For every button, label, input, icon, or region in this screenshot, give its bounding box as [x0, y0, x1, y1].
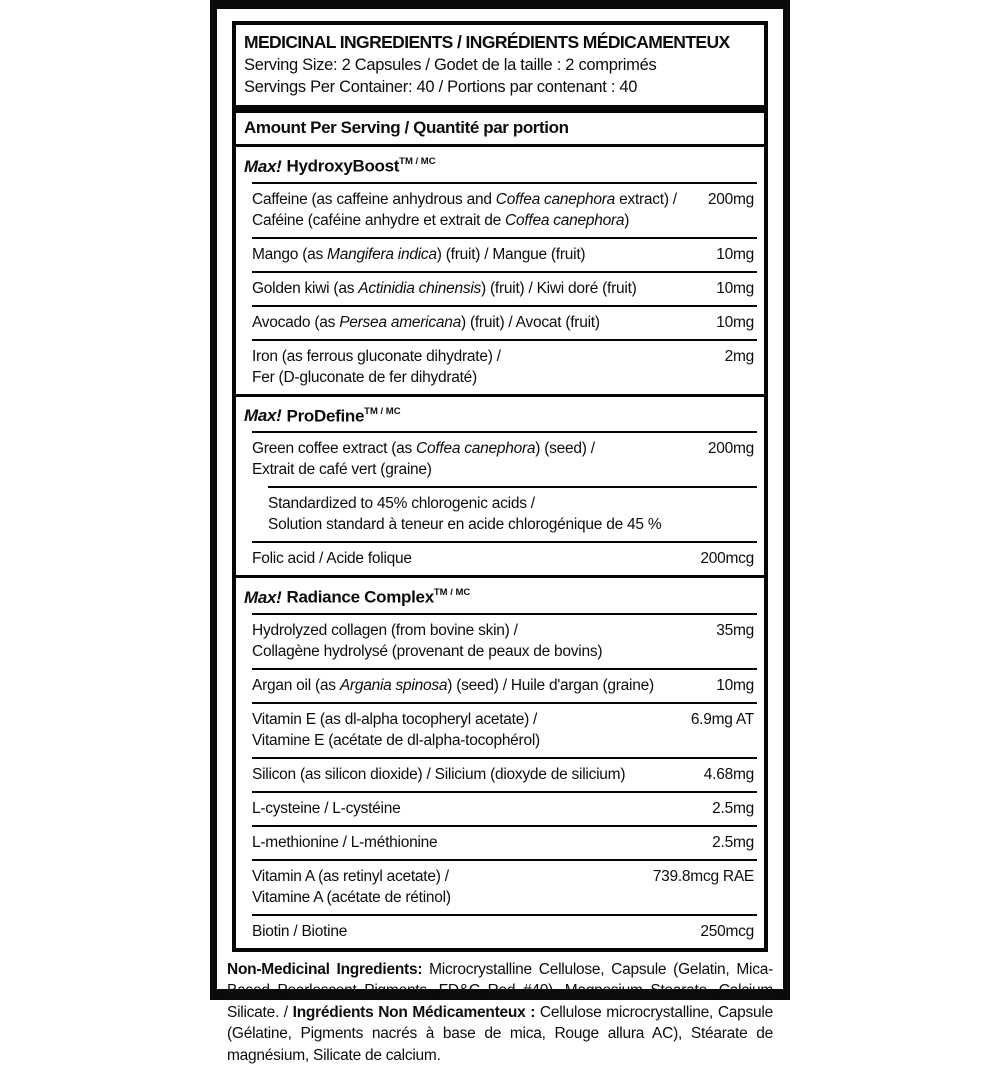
section-heading — [243, 397, 757, 432]
ingredient-row — [252, 237, 757, 271]
ingredient-amount: 200mcg — [700, 550, 754, 568]
ingredient-row — [252, 339, 757, 394]
ingredient-name: Silicon (as silicon dioxide) / Silicium (dioxyde de silicium) — [252, 765, 626, 783]
trademark-superscript: TM / MC — [399, 156, 436, 167]
ingredient-row — [252, 825, 757, 859]
ingredient-name: L-cysteine / L-cystéine — [252, 799, 401, 817]
ingredient-amount: 10mg — [716, 279, 754, 297]
non-medicinal-text-fr: Cellulose microcrystalline, Capsule (Gélatine, Pigments nacrés à base de mica, Rouge allura AC), Stéarate de magnésium, Silicate de calcium. — [227, 1003, 773, 1064]
ingredient-name: Vitamin E (as dl-alpha tocopheryl acetate) / Vitamine E (acétate de dl-alpha-tocophérol) — [252, 710, 540, 749]
section — [236, 575, 764, 948]
ingredient-name: Folic acid / Acide folique — [252, 550, 412, 568]
ingredient-amount: 10mg — [716, 313, 754, 331]
ingredient-row — [268, 486, 757, 541]
trademark-superscript: TM / MC — [364, 405, 401, 417]
amount-per-serving-header: Amount Per Serving / Quantité par portion — [236, 113, 764, 147]
ingredient-row — [252, 914, 757, 948]
non-medicinal-label-fr: Ingrédients Non Médicamenteux : — [292, 1003, 536, 1021]
ingredient-amount: 35mg — [716, 621, 754, 639]
ingredient-name: Mango (as Mangifera indica) (fruit) / Mangue (fruit) — [252, 245, 586, 263]
section-heading — [243, 147, 757, 182]
ingredient-name: Argan oil (as Argania spinosa) (seed) / Huile d'argan (graine) — [252, 676, 654, 694]
ingredient-amount: 2mg — [724, 347, 754, 365]
ingredient-row — [252, 271, 757, 305]
medicinal-ingredients-table — [232, 21, 768, 952]
ingredient-name: Iron (as ferrous gluconate dihydrate) / Fer (D-gluconate de fer dihydraté) — [252, 347, 501, 386]
ingredient-amount: 739.8mcg RAE — [652, 867, 754, 885]
ingredient-amount: 200mg — [707, 190, 754, 208]
ingredient-amount: 10mg — [716, 676, 754, 694]
ingredient-name: Vitamin A (as retinyl acetate) / Vitamine A (acétate de rétinol) — [252, 867, 451, 906]
section-heading — [243, 578, 757, 613]
ingredient-row — [252, 305, 757, 339]
brand-name: Max! — [244, 156, 282, 176]
ingredient-row — [252, 431, 757, 486]
brand-name: Max! — [244, 587, 282, 607]
ingredient-amount — [746, 493, 754, 535]
table-title: MEDICINAL INGREDIENTS / INGRÉDIENTS MÉDICAMENTEUX — [244, 32, 730, 52]
ingredient-amount: 2.5mg — [712, 799, 754, 817]
ingredient-row — [252, 182, 757, 237]
ingredient-amount: 2.5mg — [712, 833, 754, 851]
section-name: Radiance Complex — [286, 587, 434, 607]
label-content — [217, 9, 783, 1066]
section — [236, 394, 764, 576]
ingredient-name: Biotin / Biotine — [252, 922, 348, 940]
thick-divider — [236, 105, 764, 113]
serving-size: Serving Size: 2 Capsules / Godet de la taille : 2 comprimés — [244, 56, 657, 74]
non-medicinal-label-en: Non-Medicinal Ingredients: — [227, 960, 423, 978]
ingredient-name: Standardized to 45% chlorogenic acids / Solution standard à teneur en acide chlorogénique de 45 % — [268, 495, 662, 534]
ingredient-name: Golden kiwi (as Actinidia chinensis) (fruit) / Kiwi doré (fruit) — [252, 279, 637, 297]
ingredient-sections — [236, 147, 764, 948]
ingredient-name: Avocado (as Persea americana) (fruit) / Avocat (fruit) — [252, 313, 600, 331]
ingredient-amount: 200mg — [707, 440, 754, 458]
non-medicinal-ingredients — [227, 959, 773, 1066]
section-name: HydroxyBoost — [286, 156, 400, 176]
ingredient-name: Hydrolyzed collagen (from bovine skin) / Collagène hydrolysé (provenant de peaux de bovins) — [252, 621, 603, 660]
supplement-label-frame — [210, 0, 790, 1064]
ingredient-row — [252, 859, 757, 914]
trademark-superscript: TM / MC — [433, 587, 471, 599]
non-medicinal-text-en: Microcrystalline Cellulose, Capsule (Gelatin, Mica-Based Pearlescent Pigments, FD&C Red #40), Magnesium Stearate, Calcium Silicate. / — [227, 960, 773, 1021]
section — [236, 147, 764, 394]
ingredient-name: Caffeine (as caffeine anhydrous and Coffea canephora extract) / Caféine (caféine anhydre et extrait de Coffea canephora) — [252, 190, 677, 229]
ingredient-row — [252, 668, 757, 702]
ingredient-amount: 4.68mg — [703, 765, 754, 783]
ingredient-row — [252, 613, 757, 668]
ingredient-row — [252, 757, 757, 791]
ingredient-row — [252, 791, 757, 825]
ingredient-row — [252, 541, 757, 575]
table-header — [236, 25, 764, 105]
servings-per-container: Servings Per Container: 40 / Portions par contenant : 40 — [244, 78, 638, 96]
ingredient-amount: 6.9mg AT — [690, 710, 754, 728]
ingredient-name: L-methionine / L-méthionine — [252, 833, 438, 851]
ingredient-name: Green coffee extract (as Coffea canephora) (seed) / Extrait de café vert (graine) — [252, 440, 595, 479]
ingredient-row — [252, 702, 757, 757]
section-name: ProDefine — [286, 406, 365, 426]
ingredient-amount: 250mcg — [700, 922, 754, 940]
ingredient-amount: 10mg — [716, 245, 754, 263]
brand-name: Max! — [244, 406, 282, 426]
